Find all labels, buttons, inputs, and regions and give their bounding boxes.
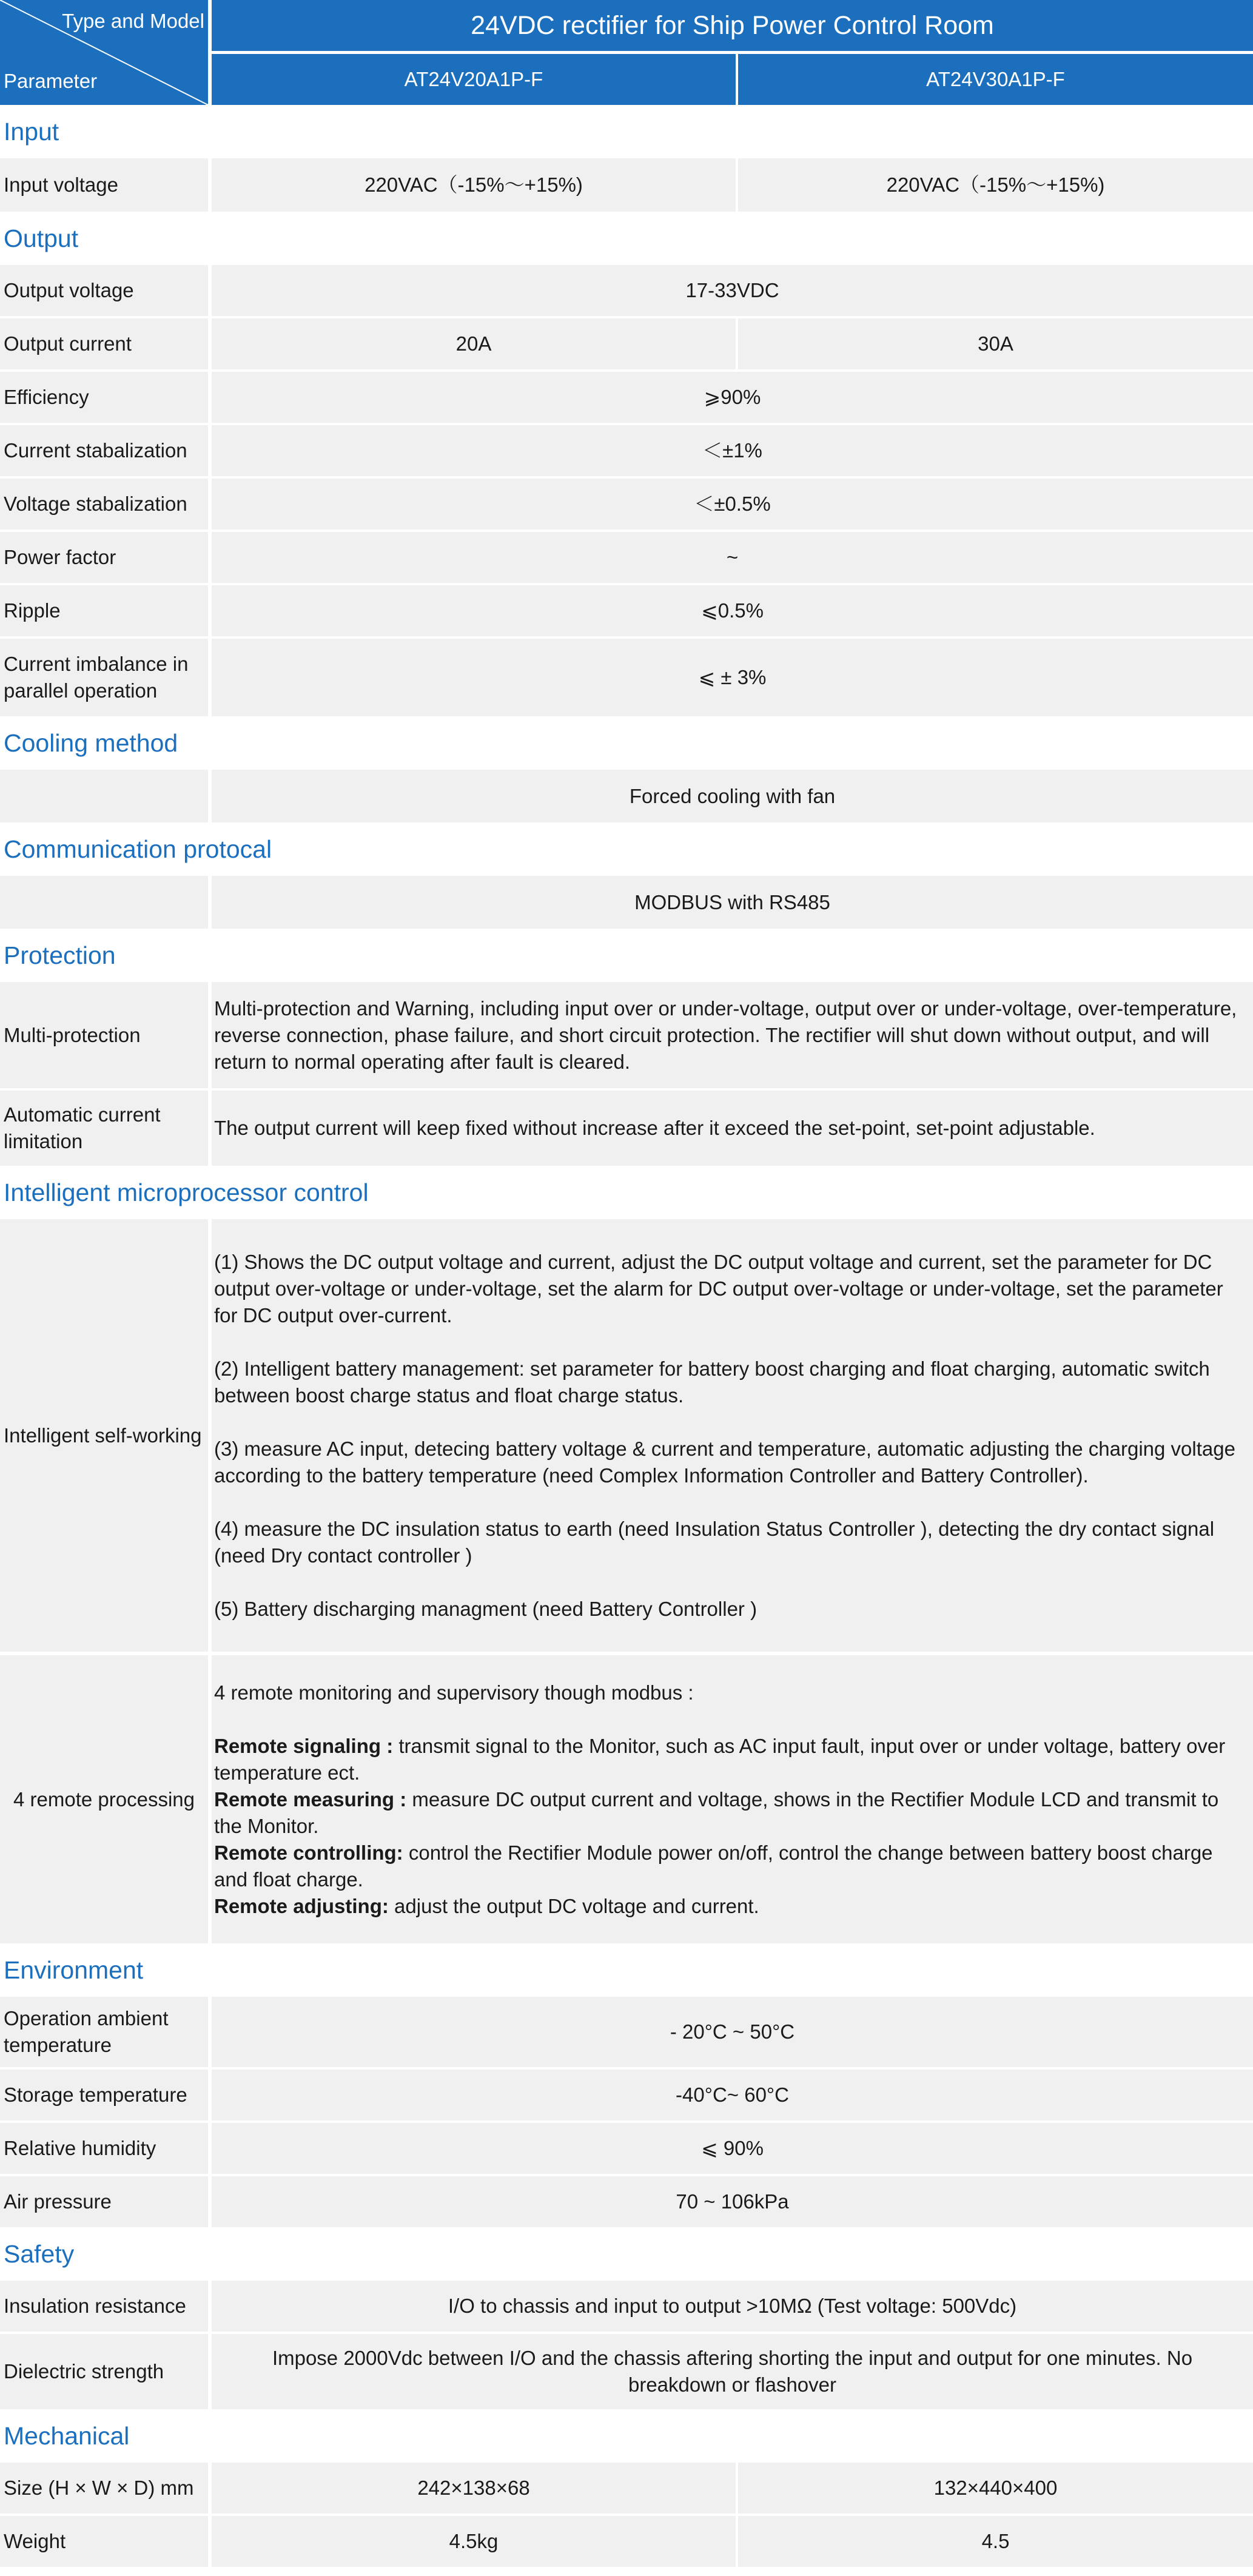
- paragraph: (5) Battery discharging managment (need Battery Controller ): [214, 1597, 758, 1620]
- model-1-value: 242×138×68: [212, 2463, 736, 2514]
- row-label: Efficiency: [0, 372, 208, 423]
- section-cooling-title: Cooling method: [0, 716, 1253, 770]
- section-environment-title: Environment: [0, 1943, 1253, 1997]
- row-label: [0, 876, 208, 929]
- row-label: Ripple: [0, 585, 208, 636]
- row-label: 4 remote processing: [0, 1655, 208, 1943]
- shared-value: 70 ~ 106kPa: [212, 2176, 1253, 2227]
- table-row: [0, 636, 1253, 716]
- shared-value: -40°C~ 60°C: [212, 2070, 1253, 2120]
- row-label: Insulation resistance: [0, 2281, 208, 2332]
- row-label: [0, 639, 208, 716]
- paragraph-text: measure DC output current and voltage, shows in the Rectifier Module LCD and transmit to the Monitor.: [214, 1787, 1219, 1837]
- table-row: [0, 2174, 1253, 2227]
- section-safety-title: Safety: [0, 2227, 1253, 2281]
- model-1-header: AT24V20A1P-F: [212, 54, 736, 105]
- row-label: [0, 770, 208, 822]
- section-communication-title: Communication protocal: [0, 822, 1253, 876]
- shared-value: ＜±0.5%: [212, 479, 1253, 530]
- description-text: [212, 1655, 1253, 1943]
- shared-value: I/O to chassis and input to output >10MΩ (Test voltage: 500Vdc): [212, 2281, 1253, 2332]
- product-title: 24VDC rectifier for Ship Power Control Room: [212, 0, 1253, 51]
- table-row: [0, 158, 1253, 212]
- description-text: Multi-protection and Warning, including input over or under-voltage, output over or under-voltage, over-temperature, reverse connection, phase failure, and short circuit protection. The rectifier will shut down without output, and will return to normal operating after fault is cleared.: [212, 982, 1253, 1088]
- section-output-title: Output: [0, 212, 1253, 265]
- table-row: [0, 876, 1253, 929]
- shared-value: ~: [212, 532, 1253, 583]
- table-row: [0, 369, 1253, 423]
- table-row: [0, 2281, 1253, 2332]
- shared-value: Impose 2000Vdc between I/O and the chassis aftering shorting the input and output for one minutes. No breakdown or flashover: [212, 2334, 1253, 2409]
- section-protection-title: Protection: [0, 929, 1253, 982]
- paragraph: 4 remote monitoring and supervisory though modbus :: [214, 1681, 694, 1704]
- table-row: [0, 2514, 1253, 2567]
- shared-value: 17-33VDC: [212, 265, 1253, 316]
- row-label-line: Operation ambient: [4, 2007, 169, 2030]
- row-label: Automatic current limitation: [0, 1091, 208, 1166]
- model-2-value: 30A: [738, 318, 1253, 369]
- row-label: Air pressure: [0, 2176, 208, 2227]
- paragraph-text: transmit signal to the Monitor, such as AC input fault, input over or under voltage, battery over temperature ect.: [214, 1734, 1226, 1784]
- table-row: [0, 1088, 1253, 1166]
- table-row: [0, 2067, 1253, 2120]
- paragraph: (1) Shows the DC output voltage and current, adjust the DC output voltage and current, set the parameter for DC output over-voltage or under-voltage, set the alarm for DC output over-voltage or under-voltage, set the parameter for DC output over-current.: [214, 1250, 1223, 1327]
- paragraph: [214, 1893, 1251, 1920]
- section-control-title: Intelligent microprocessor control: [0, 1166, 1253, 1219]
- row-label-line: temperature: [4, 2034, 112, 2056]
- description-text: The output current will keep fixed without increase after it exceed the set-point, set-point adjustable.: [212, 1091, 1253, 1166]
- row-label: Input voltage: [0, 158, 208, 212]
- table-row: [0, 982, 1253, 1088]
- model-2-value: 132×440×400: [738, 2463, 1253, 2514]
- bold-label: Remote adjusting:: [214, 1894, 389, 1917]
- row-label: Output voltage: [0, 265, 208, 316]
- paragraph: (2) Intelligent battery management: set parameter for battery boost charging and float charging, automatic switch between boost charge status and float charge status.: [214, 1357, 1210, 1407]
- model-2-value: 4.5: [738, 2516, 1253, 2567]
- shared-value: ⩽ ± 3%: [212, 639, 1253, 716]
- model-2-value: 220VAC（-15%～+15%): [738, 158, 1253, 212]
- table-row: [0, 1997, 1253, 2067]
- paragraph: (3) measure AC input, detecing battery voltage & current and temperature, automatic adjusting the charging voltage according to the battery temperature (need Complex Information Controller and Battery Controller).: [214, 1437, 1235, 1487]
- table-row: [0, 2332, 1253, 2409]
- model-2-header: AT24V30A1P-F: [738, 54, 1253, 105]
- section-input-title: Input: [0, 105, 1253, 158]
- bold-label: Remote controlling:: [214, 1841, 403, 1864]
- row-label: Storage temperature: [0, 2070, 208, 2120]
- row-label: [0, 1997, 208, 2067]
- row-label-line: parallel operation: [4, 679, 158, 702]
- paragraph-text: adjust the output DC voltage and current.: [388, 1894, 759, 1917]
- type-model-label: Type and Model: [62, 10, 204, 32]
- paragraph: [214, 1786, 1251, 1840]
- table-row: [0, 316, 1253, 369]
- paragraph-text: control the Rectifier Module power on/off, control the change between battery boost charge and float charge.: [214, 1841, 1213, 1891]
- table-row: [0, 1652, 1253, 1943]
- table-header: [0, 0, 1253, 105]
- shared-value: ⩽0.5%: [212, 585, 1253, 636]
- table-row: [0, 1219, 1253, 1652]
- table-row: [0, 2463, 1253, 2514]
- header-corner-cell: [0, 0, 208, 105]
- row-label: Output current: [0, 318, 208, 369]
- paragraph: [214, 1733, 1251, 1786]
- row-label: Dielectric strength: [0, 2334, 208, 2409]
- row-label-line: Current imbalance in: [4, 653, 189, 675]
- shared-value: ＜±1%: [212, 425, 1253, 476]
- table-row: [0, 583, 1253, 636]
- paragraph: (4) measure the DC insulation status to earth (need Insulation Status Controller ), detecting the dry contact signal (need Dry contact controller ): [214, 1517, 1215, 1567]
- row-label: Power factor: [0, 532, 208, 583]
- model-1-value: 20A: [212, 318, 736, 369]
- row-label: Weight: [0, 2516, 208, 2567]
- row-label: Current stabalization: [0, 425, 208, 476]
- bold-label: Remote signaling :: [214, 1734, 394, 1757]
- shared-value: Forced cooling with fan: [212, 770, 1253, 822]
- table-row: [0, 770, 1253, 822]
- description-text: [212, 1219, 1253, 1652]
- table-row: [0, 530, 1253, 583]
- row-label: Voltage stabalization: [0, 479, 208, 530]
- row-label: Intelligent self-working: [0, 1219, 208, 1652]
- table-row: [0, 423, 1253, 476]
- row-label: Relative humidity: [0, 2123, 208, 2174]
- table-row: [0, 265, 1253, 316]
- row-label: Size (H × W × D) mm: [0, 2463, 208, 2514]
- parameter-label: Parameter: [4, 70, 98, 92]
- paragraph: [214, 1840, 1251, 1893]
- shared-value: - 20°C ~ 50°C: [212, 1997, 1253, 2067]
- bold-label: Remote measuring :: [214, 1787, 407, 1811]
- section-mechanical-title: Mechanical: [0, 2409, 1253, 2463]
- model-1-value: 220VAC（-15%～+15%): [212, 158, 736, 212]
- shared-value: ⩽ 90%: [212, 2123, 1253, 2174]
- table-row: [0, 476, 1253, 530]
- table-row: [0, 2120, 1253, 2174]
- shared-value: MODBUS with RS485: [212, 876, 1253, 929]
- shared-value: ⩾90%: [212, 372, 1253, 423]
- row-label: Multi-protection: [0, 982, 208, 1088]
- model-1-value: 4.5kg: [212, 2516, 736, 2567]
